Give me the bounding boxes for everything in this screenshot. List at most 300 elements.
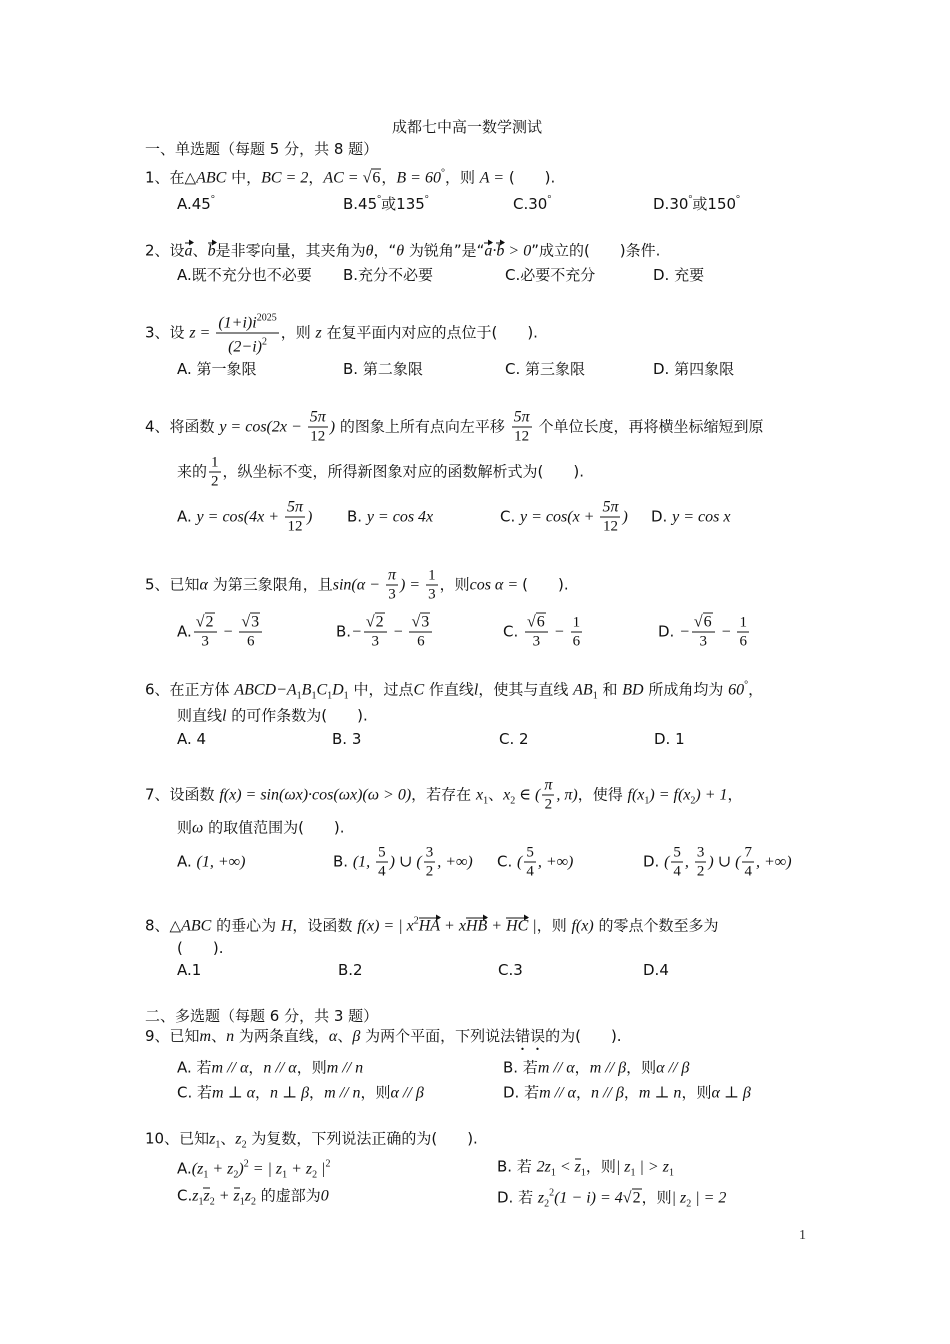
math-text: | z: [615, 1158, 631, 1176]
math-text: , +∞): [437, 853, 473, 871]
math-text: D: [332, 681, 344, 699]
math-text: (z: [191, 1160, 204, 1178]
math-text: = | z: [248, 1160, 283, 1178]
text: 在复平面内对应的点位于( ).: [321, 323, 538, 342]
math-text: + x: [440, 917, 466, 935]
subscript: 2: [209, 1196, 215, 1208]
text: D. 第四象限: [653, 360, 735, 378]
text: ，则: [641, 1188, 672, 1207]
text: 6、在正方体: [145, 680, 235, 699]
denominator: [376, 863, 388, 881]
text: D.: [643, 852, 665, 871]
math-text: l: [473, 681, 479, 699]
math-text: ABC: [181, 917, 212, 935]
text: 5、已知: [145, 575, 200, 594]
math-text: m: [199, 1028, 212, 1045]
question-8-option-d: [643, 960, 669, 980]
math-text: α: [328, 1028, 338, 1045]
text: ( ).: [504, 168, 556, 187]
text: D. 充要: [653, 266, 705, 284]
square-root: [411, 613, 430, 631]
math-text: θ: [396, 242, 405, 260]
text: 来的: [177, 462, 208, 481]
question-1-option-b: [343, 190, 429, 214]
fraction: [285, 499, 305, 536]
math-text: −: [679, 623, 690, 641]
text: ，则: [585, 1157, 616, 1176]
text: 1: [428, 567, 436, 584]
text: ，使其与直线: [478, 680, 574, 699]
text: 4、将函数: [145, 417, 220, 436]
vector: b: [496, 242, 505, 260]
math-text: > 0: [504, 242, 532, 260]
math-text: ): [307, 508, 313, 526]
numerator: [194, 614, 217, 633]
text: 、: [488, 785, 504, 804]
text: 10、已知: [145, 1129, 210, 1148]
text: B.: [333, 852, 353, 871]
numerator: [216, 310, 278, 334]
subscript: 1: [483, 795, 489, 807]
math-text: (1,: [352, 853, 375, 871]
subscript: 2: [544, 1198, 550, 1210]
superscript: 2: [549, 1187, 555, 1199]
question-9-stem: [145, 1026, 622, 1054]
text: 6: [572, 633, 581, 650]
math-text: 60: [728, 681, 745, 699]
section-heading-single-choice: 一、单选题（每题 5 分，共 8 题）: [145, 140, 379, 158]
math-text: BC = 2: [261, 169, 309, 187]
math-text: A =: [479, 169, 505, 187]
vector: b: [207, 242, 216, 260]
question-9-option-b: [503, 1058, 689, 1079]
math-text: sin(α −: [332, 576, 384, 594]
superscript: 2: [325, 1158, 331, 1170]
fraction: [524, 844, 536, 881]
subscript: 1: [550, 1167, 556, 1179]
text: D.4: [643, 961, 669, 979]
text: 6: [246, 633, 255, 650]
math-text: m // α: [539, 1084, 576, 1102]
text: 作直线: [424, 680, 474, 699]
text: 12: [310, 428, 326, 445]
text: B.2: [338, 961, 363, 979]
numerator: [364, 614, 387, 633]
text: C.必要不充分: [505, 266, 596, 284]
text: ，则: [360, 1083, 391, 1102]
question-7-stem-line-2: [177, 818, 345, 839]
numerator: [671, 844, 683, 863]
math-text: x: [475, 786, 484, 804]
question-5-option-b: [336, 614, 434, 651]
question-8-option-b: [338, 960, 363, 980]
math-text: | z: [671, 1189, 687, 1207]
text: C.30: [513, 195, 548, 213]
math-text: AB: [573, 681, 593, 699]
math-text: x: [503, 786, 511, 804]
question-7-option-a: [177, 852, 245, 873]
math-text: y = cos(2x −: [219, 418, 306, 436]
fraction: [376, 844, 388, 881]
fraction: [424, 844, 436, 881]
vector: a: [184, 242, 193, 260]
question-4-option-d: [651, 507, 730, 528]
denominator: [695, 863, 707, 881]
text: 12: [287, 518, 303, 535]
exam-title: 成都七中高一数学测试: [392, 118, 543, 136]
numerator: [695, 844, 707, 863]
question-1-option-d: [653, 190, 740, 214]
text: 、: [337, 1027, 353, 1045]
text: C.3: [498, 961, 523, 979]
subscript: 1: [215, 1139, 221, 1151]
denominator: [424, 863, 436, 881]
fraction: [364, 614, 387, 651]
text: 12: [602, 518, 618, 535]
question-5-option-a: [177, 614, 264, 651]
math-text: ) + 1: [695, 786, 728, 804]
text: C.: [503, 622, 524, 641]
emphasized-text: 错误: [515, 1027, 546, 1045]
text: 7: [744, 844, 752, 861]
math-text: −: [549, 623, 569, 641]
text: 5: [526, 844, 534, 861]
math-text: , +∞): [755, 853, 792, 871]
text: 3: [428, 586, 436, 603]
math-text: y = cos 4x: [366, 508, 434, 526]
question-10-option-d: [497, 1184, 726, 1215]
math-text: ABCD−A: [234, 681, 297, 699]
math-text: 5π: [287, 498, 304, 516]
fraction: [525, 614, 548, 651]
text: 3: [201, 633, 209, 650]
text: ，设函数: [292, 916, 358, 935]
math-text: (2−i): [228, 338, 262, 356]
question-1-option-c: [513, 190, 551, 214]
denominator: [698, 633, 710, 651]
subscript: 2: [312, 1169, 318, 1181]
text: 或150: [692, 195, 737, 213]
text: A.1: [177, 961, 202, 979]
denominator: [671, 863, 683, 881]
text: ，使得: [577, 785, 628, 804]
math-text: z: [315, 324, 322, 342]
text: D.30: [653, 195, 689, 213]
math-text: n // α: [263, 1059, 297, 1077]
text: ( ).: [522, 575, 569, 594]
numerator: [308, 409, 328, 428]
question-2-option-a: [177, 265, 312, 285]
subscript: 2: [241, 1139, 247, 1151]
math-text: (1 − i) = 4: [554, 1189, 623, 1207]
text: ，若存在: [411, 785, 476, 804]
text: A.45: [177, 195, 211, 213]
question-4-option-a: [177, 499, 312, 536]
superscript: °: [210, 194, 215, 205]
radical-sign: √: [241, 613, 251, 631]
superscript: 2025: [256, 312, 277, 324]
fraction: [209, 454, 221, 491]
text: B. 若: [497, 1157, 537, 1176]
fraction: [426, 567, 438, 604]
vector: HB: [465, 917, 488, 935]
fraction: [194, 614, 217, 651]
text: 中，过点: [348, 680, 414, 699]
text: ，: [574, 1058, 590, 1077]
denominator: [524, 863, 536, 881]
math-text: BD: [622, 681, 644, 699]
question-1-stem: [145, 164, 555, 189]
denominator: [226, 334, 269, 357]
denominator: [245, 633, 257, 651]
math-text: ) = f(x: [649, 786, 691, 804]
numerator: [524, 844, 536, 863]
question-2-option-c: [505, 265, 595, 285]
text: B. 第二象限: [343, 360, 423, 378]
math-text: | = 2: [691, 1189, 727, 1207]
math-text: z: [244, 1187, 251, 1205]
text: 的垂心为: [211, 916, 281, 935]
question-7-option-c: [497, 844, 573, 881]
radical-sign: √: [362, 169, 372, 187]
question-6-option-b: [332, 729, 361, 749]
text: ，: [575, 1083, 591, 1102]
subscript: 1: [203, 1169, 209, 1181]
math-text: m // β: [589, 1059, 627, 1077]
question-6-option-a: [177, 729, 206, 749]
question-7-stem-line-1: [145, 777, 743, 814]
radicand: 2: [375, 613, 384, 631]
math-text: z =: [189, 324, 215, 342]
text: 6: [739, 633, 747, 650]
text: 1、在△: [145, 168, 197, 187]
subscript: 1: [668, 1167, 674, 1179]
text: 2、设: [145, 241, 185, 260]
math-text: z: [537, 1189, 545, 1207]
subscript: 1: [327, 690, 333, 702]
text: ，则: [439, 575, 470, 594]
math-text: 0: [320, 1187, 329, 1205]
text: 2: [211, 473, 219, 490]
question-8-stem-line-1: [145, 912, 718, 937]
question-3-stem: [145, 310, 538, 357]
math-text: B: [301, 681, 312, 699]
text: ，则: [626, 1058, 657, 1077]
question-2-option-d: [653, 265, 704, 285]
fraction: [542, 777, 554, 814]
superscript: °: [377, 194, 382, 205]
math-text: ABC: [196, 169, 227, 187]
text: A. 第一象限: [177, 360, 257, 378]
text: 所成角均为: [643, 680, 729, 699]
math-text: ) ∪ (: [708, 853, 741, 871]
text: 4: [744, 863, 752, 880]
question-3-option-d: [653, 359, 734, 379]
fraction: [737, 614, 749, 651]
text: 3: [696, 844, 705, 861]
subscript: 1: [343, 690, 349, 702]
text: 则: [177, 818, 193, 837]
math-text: f(x) = sin(ωx)·cos(ωx)(ω > 0): [219, 786, 412, 804]
question-10-stem: [145, 1129, 478, 1156]
question-5-option-c: [503, 614, 584, 651]
math-text: (: [517, 853, 523, 871]
text: D.: [658, 622, 680, 641]
text: 9、已知: [145, 1027, 200, 1045]
math-text: +: [487, 917, 507, 935]
math-text: cos α =: [469, 576, 523, 594]
text: A.: [177, 507, 197, 526]
page-number: 1: [799, 1228, 806, 1243]
radical-sign: √: [622, 1189, 632, 1207]
superscript: 2: [413, 915, 419, 927]
numerator: [409, 614, 432, 633]
text: B.: [336, 622, 352, 641]
question-10-option-b: [497, 1157, 674, 1184]
numerator: [386, 567, 398, 586]
fraction: [742, 844, 754, 881]
fraction: [386, 567, 398, 604]
fraction: [671, 844, 683, 881]
math-text: |: [317, 1160, 326, 1178]
denominator: [199, 633, 211, 651]
superscript: °: [440, 167, 445, 179]
subscript: 2: [690, 795, 696, 807]
math-text: , +∞): [537, 853, 574, 871]
square-root: [196, 613, 215, 631]
question-8-option-a: [177, 960, 201, 980]
question-6-option-d: [654, 729, 685, 749]
text: 和: [597, 680, 623, 699]
square-root: [527, 613, 546, 631]
math-text: z: [235, 1130, 242, 1148]
numerator: [285, 499, 305, 518]
math-text: f(x): [571, 917, 594, 935]
math-text: ): [329, 418, 336, 436]
vector: HC: [506, 917, 529, 935]
math-text: ∈ (: [515, 786, 541, 804]
math-text: + z: [287, 1160, 313, 1178]
numerator: [542, 777, 554, 796]
text: 的零点个数至多为: [593, 916, 719, 935]
radical-sign: √: [195, 613, 205, 631]
conjugate: z: [233, 1187, 240, 1205]
superscript: °: [688, 194, 693, 205]
superscript: °: [744, 679, 749, 691]
numerator: [239, 614, 262, 633]
math-text: m ⊥ α: [212, 1084, 256, 1102]
text: 7、设函数: [145, 785, 220, 804]
text: B.充分不必要: [343, 266, 434, 284]
text: 的可作条数为( ).: [226, 706, 368, 725]
text: ，: [727, 785, 743, 804]
question-9-option-d: [503, 1083, 751, 1104]
question-3-option-c: [505, 359, 585, 379]
math-text: α // β: [390, 1084, 424, 1102]
text: A.: [177, 1159, 192, 1178]
subscript: 1: [311, 690, 317, 702]
numerator: [512, 409, 532, 428]
text: 12: [514, 428, 530, 445]
math-text: ) =: [399, 576, 425, 594]
math-text: ,: [684, 853, 693, 871]
numerator: [737, 614, 749, 633]
vector: HA: [418, 917, 441, 935]
text: ，纵坐标不变，所得新图象对应的函数解析式为( ).: [222, 462, 584, 481]
text: 、: [211, 1027, 227, 1045]
text: ，: [748, 680, 764, 699]
text: ，: [255, 1083, 271, 1102]
text: C. 若: [177, 1083, 213, 1102]
text: 为复数，下列说法正确的为( ).: [246, 1129, 478, 1148]
text: 2: [696, 863, 705, 880]
math-text: |: [528, 917, 537, 935]
superscript: °: [736, 194, 741, 205]
math-text: 2z: [536, 1158, 551, 1176]
question-5-stem: [145, 567, 569, 604]
math-text: +: [214, 1187, 234, 1205]
text: 5: [378, 844, 386, 861]
math-text: AC =: [323, 169, 363, 187]
text: 为锐角”是“: [404, 241, 485, 260]
numerator: [692, 614, 715, 633]
text: 1: [572, 614, 581, 631]
math-text: 5π: [602, 498, 619, 516]
text: ，则: [296, 1058, 327, 1077]
subscript: 1: [198, 1196, 204, 1208]
conjugate: z: [203, 1187, 210, 1205]
denominator: [386, 586, 398, 604]
denominator: [415, 633, 427, 651]
denominator: [286, 518, 305, 536]
text: 3: [388, 586, 396, 603]
text: 个单位长度，再将横坐标缩短到原: [533, 417, 764, 436]
math-text: β: [352, 1028, 361, 1045]
text: 3: [532, 633, 541, 650]
text: B. 3: [332, 730, 362, 748]
text: 4: [526, 863, 534, 880]
denominator: [209, 473, 221, 491]
text: ，则: [444, 168, 480, 187]
denominator: [370, 633, 382, 651]
text: ，: [623, 1083, 639, 1102]
question-4-option-b: [347, 507, 433, 528]
text: ，则: [681, 1083, 712, 1102]
subscript: 2: [233, 1169, 239, 1181]
radicand: 3: [421, 613, 430, 631]
text: 或135: [381, 195, 425, 213]
question-10-option-a: [177, 1155, 331, 1186]
question-4-stem-line-1: [145, 409, 763, 446]
square-root: [363, 169, 382, 187]
radicand: 6: [536, 613, 545, 631]
text: 3: [425, 844, 434, 861]
math-text: , π): [556, 786, 578, 804]
math-text: ·: [492, 242, 497, 260]
fraction: [571, 614, 583, 651]
math-text: f(x) = | x: [357, 917, 414, 935]
text: C. 第三象限: [505, 360, 586, 378]
radical-sign: √: [411, 613, 421, 631]
math-text: f(x: [627, 786, 645, 804]
question-3-option-a: [177, 359, 257, 379]
text: 、: [192, 241, 208, 260]
math-text: π: [544, 776, 553, 794]
question-7-option-b: [333, 844, 473, 881]
math-text: −: [716, 623, 736, 641]
subscript: 2: [686, 1198, 692, 1210]
question-1-option-a: [177, 190, 215, 214]
